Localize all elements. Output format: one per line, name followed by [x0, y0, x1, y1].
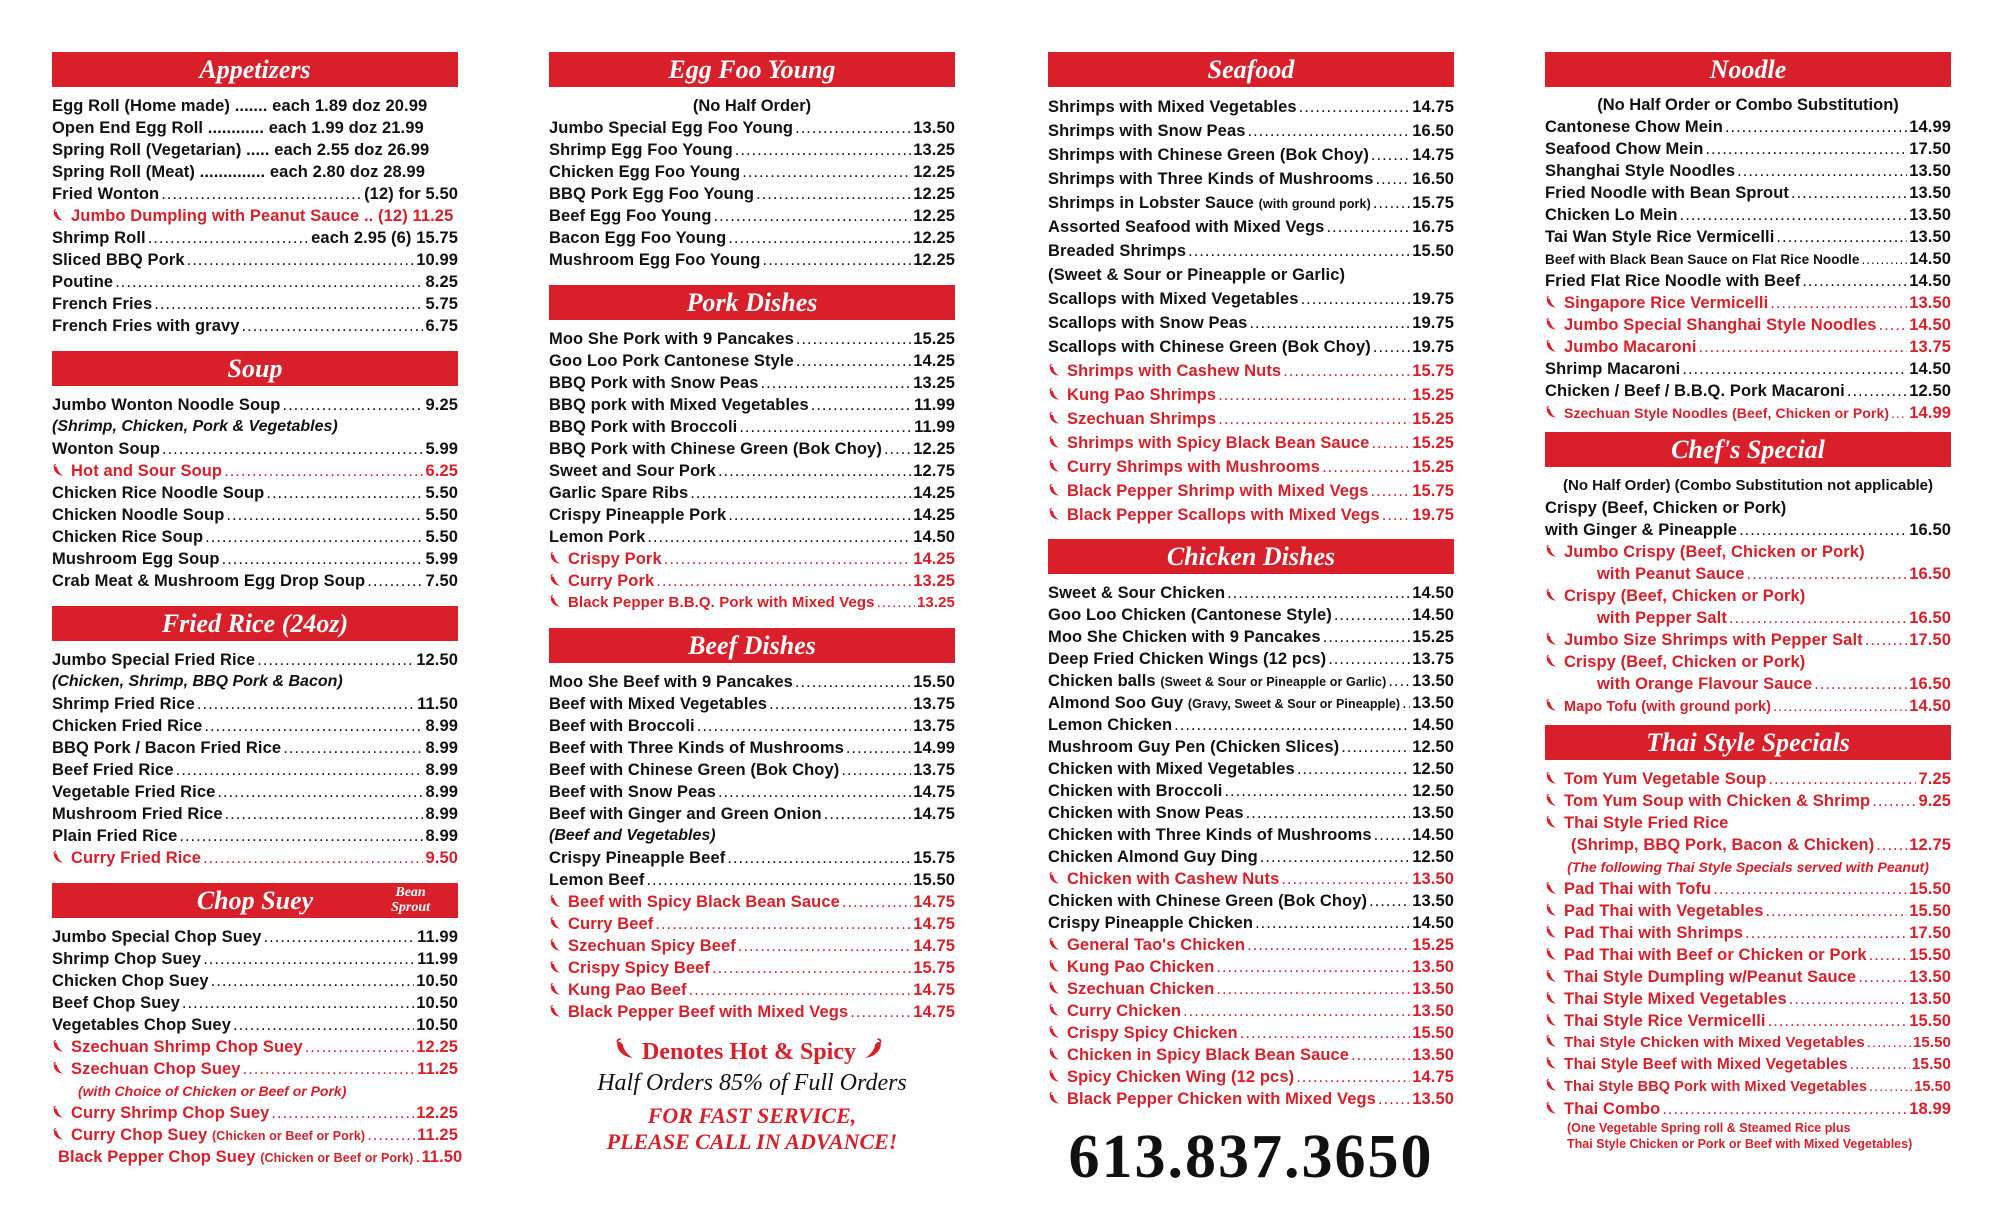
chili-pepper-icon	[1545, 970, 1558, 983]
menu-item: Goo Loo Pork Cantonese Style ..... 14.25	[549, 350, 955, 372]
menu-item-hot: Szechuan Chicken ..... 13.50	[1048, 978, 1454, 1000]
chili-pepper-icon	[52, 1128, 65, 1141]
menu-item: Bacon Egg Foo Young ..... 12.25	[549, 227, 955, 249]
menu-item-hot: Crispy (Beef, Chicken or Pork)	[1545, 651, 1951, 673]
chili-pepper-icon	[52, 209, 65, 222]
menu-item: BBQ Pork Egg Foo Young ..... 12.25	[549, 183, 955, 205]
menu-item: Mushroom Egg Foo Young ..... 12.25	[549, 249, 955, 271]
menu-item: Moo She Chicken with 9 Pancakes ..... 15.25	[1048, 626, 1454, 648]
menu-item: Sliced BBQ Pork ..... 10.99	[52, 249, 458, 271]
menu-item: Wonton Soup ..... 5.99	[52, 438, 458, 460]
soup-header: Soup	[52, 351, 458, 386]
menu-item-hot-cont: (Shrimp, BBQ Pork, Bacon & Chicken) ..... 12.75	[1545, 834, 1951, 856]
menu-item-hot: Kung Pao Beef ..... 14.75	[549, 979, 955, 1001]
menu-item-hot: Black Pepper Shrimp with Mixed Vegs ..... 15.75	[1048, 479, 1454, 503]
chili-pepper-icon	[1048, 960, 1061, 973]
seafood-header: Seafood	[1048, 52, 1454, 87]
appetizers-header: Appetizers	[52, 52, 458, 87]
chili-pepper-icon	[1545, 904, 1558, 917]
menu-item: Chicken Noodle Soup ..... 5.50	[52, 504, 458, 526]
chili-pepper-icon	[1545, 1035, 1558, 1048]
menu-item: Shrimps in Lobster Sauce (with ground pork) ..... 15.75	[1048, 191, 1454, 215]
menu-item: with Ginger & Pineapple ..... 16.50	[1545, 519, 1951, 541]
column-4	[1545, 52, 1951, 1152]
chili-pepper-icon	[1048, 364, 1061, 377]
menu-item-hot: Tom Yum Vegetable Soup ..... 7.25	[1545, 768, 1951, 790]
menu-item-hot: Pad Thai with Shrimps ..... 17.50	[1545, 922, 1951, 944]
thai-peanut-note: (The following Thai Style Specials served with Peanut)	[1567, 859, 1929, 875]
column-2	[549, 52, 955, 1155]
menu-item: Vegetables Chop Suey ..... 10.50	[52, 1014, 458, 1036]
chop-suey-title: Chop Suey	[196, 886, 314, 915]
menu-item: Lemon Beef ..... 15.50	[549, 869, 955, 891]
chili-pepper-icon	[1545, 816, 1558, 829]
menu-item-hot: Kung Pao Chicken ..... 13.50	[1048, 956, 1454, 978]
menu-item-hot: Chicken with Cashew Nuts ..... 13.50	[1048, 868, 1454, 890]
chili-pepper-icon	[1048, 412, 1061, 425]
menu-item: Crispy Pineapple Chicken ..... 14.50	[1048, 912, 1454, 934]
menu-item: Breaded Shrimps ..... 15.50	[1048, 239, 1454, 263]
chef-special-header: Chef's Special	[1545, 432, 1951, 467]
chili-pepper-icon	[549, 917, 562, 930]
menu-item: Beef Chop Suey ..... 10.50	[52, 992, 458, 1014]
beef-note: (Beef and Vegetables)	[549, 827, 716, 844]
chili-pepper-icon	[1545, 992, 1558, 1005]
menu-item: Shrimp Egg Foo Young ..... 13.25	[549, 139, 955, 161]
menu-item: Beef with Mixed Vegetables ..... 13.75	[549, 693, 955, 715]
menu-item-hot: Shrimps with Cashew Nuts ..... 15.75	[1048, 359, 1454, 383]
chili-pepper-icon	[1545, 318, 1558, 331]
chili-pepper-icon	[1048, 1004, 1061, 1017]
menu-item: Chicken Lo Mein ..... 13.50	[1545, 204, 1951, 226]
menu-item: Chicken Rice Noodle Soup ..... 5.50	[52, 482, 458, 504]
chili-pepper-icon	[1048, 872, 1061, 885]
egg-foo-young-header: Egg Foo Young	[549, 52, 955, 87]
chili-pepper-icon	[1048, 460, 1061, 473]
menu-item-hot: Szechuan Shrimps ..... 15.25	[1048, 407, 1454, 431]
menu-item-hot: Chicken in Spicy Black Bean Sauce ..... 13.50	[1048, 1044, 1454, 1066]
menu-item-hot-cont: with Pepper Salt ..... 16.50	[1545, 607, 1951, 629]
menu-item-hot: Thai Combo ..... 18.99	[1545, 1098, 1951, 1120]
menu-item: Spring Roll (Vegetarian) ..... each 2.55 doz 26.99	[52, 141, 430, 159]
menu-item: Chicken balls (Sweet & Sour or Pineapple or Garlic) ..... 13.50	[1048, 670, 1454, 692]
menu-item-hot: Mapo Tofu (with ground pork) ..... 14.50	[1545, 695, 1951, 717]
menu-item: Moo She Beef with 9 Pancakes ..... 15.50	[549, 671, 955, 693]
half-orders-text: Half Orders 85% of Full Orders	[597, 1070, 907, 1096]
menu-item-hot: General Tao's Chicken ..... 15.25	[1048, 934, 1454, 956]
menu-item: Jumbo Wonton Noodle Soup ..... 9.25	[52, 394, 458, 416]
menu-item: Open End Egg Roll ............ each 1.99 doz 21.99	[52, 119, 424, 137]
menu-item: Chicken with Snow Peas ..... 13.50	[1048, 802, 1454, 824]
menu-item: Shrimps with Snow Peas ..... 16.50	[1048, 119, 1454, 143]
menu-item: Seafood Chow Mein ..... 17.50	[1545, 138, 1951, 160]
chili-pepper-icon	[1545, 589, 1558, 602]
menu-item: French Fries with gravy ..... 6.75	[52, 315, 458, 337]
menu-item: BBQ pork with Mixed Vegetables ..... 11.99	[549, 394, 955, 416]
chili-pepper-icon	[1048, 938, 1061, 951]
menu-item: Mushroom Guy Pen (Chicken Slices) ..... 12.50	[1048, 736, 1454, 758]
menu-item-hot: Curry Shrimp Chop Suey ..... 12.25	[52, 1102, 458, 1124]
chop-suey-note: (with Choice of Chicken or Beef or Pork)	[78, 1083, 347, 1099]
chili-pepper-icon	[549, 1005, 562, 1018]
menu-item: Beef with Chinese Green (Bok Choy) ..... 13.75	[549, 759, 955, 781]
chili-pepper-icon	[1545, 926, 1558, 939]
menu-item-hot: Beef with Spicy Black Bean Sauce ..... 14.75	[549, 891, 955, 913]
menu-item: Fried Noodle with Bean Sprout ..... 13.50	[1545, 182, 1951, 204]
menu-item-hot: Szechuan Spicy Beef ..... 14.75	[549, 935, 955, 957]
chili-pepper-icon	[52, 464, 65, 477]
menu-item: Garlic Spare Ribs ..... 14.25	[549, 482, 955, 504]
menu-item: Jumbo Special Chop Suey ..... 11.99	[52, 926, 458, 948]
menu-item-hot: Crispy Spicy Beef ..... 15.75	[549, 957, 955, 979]
menu-item-hot: Kung Pao Shrimps ..... 15.25	[1048, 383, 1454, 407]
menu-item: Deep Fried Chicken Wings (12 pcs) ..... 13.75	[1048, 648, 1454, 670]
menu-item: Beef with Three Kinds of Mushrooms ..... 14.99	[549, 737, 955, 759]
menu-item: Jumbo Special Fried Rice ..... 12.50	[52, 649, 458, 671]
menu-item-hot: Jumbo Size Shrimps with Pepper Salt ..... 17.50	[1545, 629, 1951, 651]
menu-item: Beef with Broccoli ..... 13.75	[549, 715, 955, 737]
menu-item-hot: Spicy Chicken Wing (12 pcs) ..... 14.75	[1048, 1066, 1454, 1088]
chili-pepper-icon	[1545, 545, 1558, 558]
menu-item-hot-cont: with Peanut Sauce ..... 16.50	[1545, 563, 1951, 585]
menu-item-hot: Thai Style Mixed Vegetables ..... 13.50	[1545, 988, 1951, 1010]
menu-item-hot: Crispy Spicy Chicken ..... 15.50	[1048, 1022, 1454, 1044]
menu-item-hot: Thai Style Chicken with Mixed Vegetables ..... 15.50	[1545, 1032, 1951, 1054]
chili-pepper-icon	[1545, 1079, 1558, 1092]
menu-item: Shrimps with Three Kinds of Mushrooms ..... 16.50	[1048, 167, 1454, 191]
menu-item: BBQ Pork with Chinese Green (Bok Choy) ..... 12.25	[549, 438, 955, 460]
menu-item: Crab Meat & Mushroom Egg Drop Soup ..... 7.50	[52, 570, 458, 592]
menu-item-hot: Thai Style Fried Rice	[1545, 812, 1951, 834]
fried-rice-header: Fried Rice (24oz)	[52, 606, 458, 641]
menu-item-hot: Curry Chop Suey (Chicken or Beef or Pork) ..... 11.25	[52, 1124, 458, 1146]
menu-item-hot: Curry Shrimps with Mushrooms ..... 15.25	[1048, 455, 1454, 479]
menu-item: Vegetable Fried Rice ..... 8.99	[52, 781, 458, 803]
menu-item: BBQ Pork / Bacon Fried Rice ..... 8.99	[52, 737, 458, 759]
menu-item: Chicken Fried Rice ..... 8.99	[52, 715, 458, 737]
menu-item: Goo Loo Chicken (Cantonese Style) ..... 14.50	[1048, 604, 1454, 626]
menu-item: Chicken Chop Suey ..... 10.50	[52, 970, 458, 992]
menu-item-hot: Thai Style BBQ Pork with Mixed Vegetables ..... 15.50	[1545, 1076, 1951, 1098]
phone-number: 613.837.3650	[1068, 1123, 1434, 1191]
chili-pepper-icon	[1545, 882, 1558, 895]
chili-pepper-icon	[1048, 436, 1061, 449]
menu-item: BBQ Pork with Snow Peas ..... 13.25	[549, 372, 955, 394]
chili-pepper-icon	[1545, 794, 1558, 807]
menu-item: Crispy (Beef, Chicken or Pork)	[1545, 499, 1787, 517]
chili-pepper-icon	[549, 895, 562, 908]
menu-item: Fried Flat Rice Noodle with Beef ..... 14.50	[1545, 270, 1951, 292]
menu-item: Beef with Snow Peas ..... 14.75	[549, 781, 955, 803]
fried-rice-note: (Chicken, Shrimp, BBQ Pork & Bacon)	[52, 673, 343, 690]
menu-item: Tai Wan Style Rice Vermicelli ..... 13.50	[1545, 226, 1951, 248]
menu-item-hot: Crispy Pork ..... 14.25	[549, 548, 955, 570]
menu-item-hot: Hot and Sour Soup ..... 6.25	[52, 460, 458, 482]
menu-item-hot: Curry Beef ..... 14.75	[549, 913, 955, 935]
menu-item: Poutine ..... 8.25	[52, 271, 458, 293]
chili-pepper-icon	[1545, 948, 1558, 961]
menu-item-hot: Black Pepper Chicken with Mixed Vegs ..... 13.50	[1048, 1088, 1454, 1110]
menu-item-hot: Thai Style Rice Vermicelli ..... 15.50	[1545, 1010, 1951, 1032]
chili-pepper-icon	[549, 961, 562, 974]
menu-item: Beef Fried Rice ..... 8.99	[52, 759, 458, 781]
menu-item: Shrimp Fried Rice ..... 11.50	[52, 693, 458, 715]
chili-pepper-icon	[1545, 655, 1558, 668]
menu-item-hot: Singapore Rice Vermicelli ..... 13.50	[1545, 292, 1951, 314]
menu-item-hot: Black Pepper B.B.Q. Pork with Mixed Vegs ..... 13.25	[549, 592, 955, 614]
menu-item: Beef with Ginger and Green Onion ..... 14.75	[549, 803, 955, 825]
pork-header: Pork Dishes	[549, 285, 955, 320]
chili-pepper-icon	[549, 983, 562, 996]
menu-item-hot: Shrimps with Spicy Black Bean Sauce ..... 15.25	[1048, 431, 1454, 455]
thai-header: Thai Style Specials	[1545, 725, 1951, 760]
chili-pepper-icon	[1048, 982, 1061, 995]
menu-item: Shrimp Roll ..... each 2.95 (6) 15.75	[52, 227, 458, 249]
menu-item: Chicken with Chinese Green (Bok Choy) ..... 13.50	[1048, 890, 1454, 912]
menu-item-hot: Curry Chicken ..... 13.50	[1048, 1000, 1454, 1022]
chili-pepper-icon	[52, 1062, 65, 1075]
column-1	[52, 52, 463, 1168]
menu-item: Mushroom Egg Soup ..... 5.99	[52, 548, 458, 570]
chili-pepper-icon	[1545, 340, 1558, 353]
menu-item: Shrimps with Mixed Vegetables ..... 14.75	[1048, 95, 1454, 119]
chili-pepper-icon	[614, 1038, 636, 1060]
menu-item-hot: Pad Thai with Beef or Chicken or Pork ..... 15.50	[1545, 944, 1951, 966]
menu-item-hot: Jumbo Dumpling with Peanut Sauce .. (12) 11.25	[52, 205, 458, 227]
noodle-sub: (No Half Order or Combo Substitution)	[1597, 96, 1899, 114]
chili-pepper-icon	[549, 939, 562, 952]
menu-item: Crispy Pineapple Beef ..... 15.75	[549, 847, 955, 869]
menu-item-hot: Black Pepper Scallops with Mixed Vegs ..... 19.75	[1048, 503, 1454, 527]
menu-item: Chicken with Three Kinds of Mushrooms ..... 14.50	[1048, 824, 1454, 846]
chili-pepper-icon	[52, 851, 65, 864]
chili-pepper-icon	[549, 574, 562, 587]
menu-item-hot: Thai Style Beef with Mixed Vegetables ..... 15.50	[1545, 1054, 1951, 1076]
chili-pepper-icon	[1048, 1092, 1061, 1105]
menu-item-hot: Szechuan Chop Suey ..... 11.25	[52, 1058, 458, 1080]
beef-header: Beef Dishes	[549, 628, 955, 663]
menu-item-hot: Pad Thai with Vegetables ..... 15.50	[1545, 900, 1951, 922]
menu-item: Sweet & Sour Chicken ..... 14.50	[1048, 582, 1454, 604]
menu-item: Lemon Pork ..... 14.50	[549, 526, 955, 548]
chili-pepper-icon	[1048, 1070, 1061, 1083]
menu-item-hot: Szechuan Shrimp Chop Suey ..... 12.25	[52, 1036, 458, 1058]
chili-pepper-icon	[1048, 484, 1061, 497]
menu-item-hot: Tom Yum Soup with Chicken & Shrimp ..... 9.25	[1545, 790, 1951, 812]
menu-item-hot: Curry Pork ..... 13.25	[549, 570, 955, 592]
menu-item: Moo She Pork with 9 Pancakes ..... 15.25	[549, 328, 955, 350]
chop-suey-header	[52, 883, 458, 918]
menu-item: Almond Soo Guy (Gravy, Sweet & Sour or Pineapple) ..... 13.50	[1048, 692, 1454, 714]
menu-item: French Fries ..... 5.75	[52, 293, 458, 315]
chili-pepper-icon	[862, 1038, 884, 1060]
chicken-header: Chicken Dishes	[1048, 539, 1454, 574]
menu-item: Jumbo Special Egg Foo Young ..... 13.50	[549, 117, 955, 139]
menu-item: Lemon Chicken ..... 14.50	[1048, 714, 1454, 736]
menu-item: Scallops with Mixed Vegetables ..... 19.75	[1048, 287, 1454, 311]
menu-item-hot: Curry Fried Rice ..... 9.50	[52, 847, 458, 869]
egg-foo-young-sub: (No Half Order)	[692, 97, 812, 115]
chili-pepper-icon	[549, 595, 562, 608]
menu-item: Sweet and Sour Pork ..... 12.75	[549, 460, 955, 482]
menu-item-hot: Jumbo Crispy (Beef, Chicken or Pork)	[1545, 541, 1951, 563]
menu-item: Shrimps with Chinese Green (Bok Choy) ..... 14.75	[1048, 143, 1454, 167]
menu-item-hot: Thai Style Dumpling w/Peanut Sauce ..... 13.50	[1545, 966, 1951, 988]
menu-item: Beef Egg Foo Young ..... 12.25	[549, 205, 955, 227]
menu-item: Shrimp Macaroni ..... 14.50	[1545, 358, 1951, 380]
menu-item-hot: Pad Thai with Tofu ..... 15.50	[1545, 878, 1951, 900]
chili-pepper-icon	[1048, 508, 1061, 521]
menu-item: Mushroom Fried Rice ..... 8.99	[52, 803, 458, 825]
chili-pepper-icon	[1545, 406, 1558, 419]
menu-item: Scallops with Chinese Green (Bok Choy) ..... 19.75	[1048, 335, 1454, 359]
chili-pepper-icon	[1048, 1048, 1061, 1061]
chili-pepper-icon	[1048, 1026, 1061, 1039]
menu-item: Shrimp Chop Suey ..... 11.99	[52, 948, 458, 970]
noodle-header: Noodle	[1545, 52, 1951, 87]
menu-item: Cantonese Chow Mein ..... 14.99	[1545, 116, 1951, 138]
chili-pepper-icon	[1545, 1102, 1558, 1115]
bean-sprout-label: Bean Sprout	[391, 885, 430, 915]
menu-item-hot: Black Pepper Beef with Mixed Vegs ..... 14.75	[549, 1001, 955, 1023]
menu-item: Assorted Seafood with Mixed Vegs ..... 16.75	[1048, 215, 1454, 239]
fast-service-text: FOR FAST SERVICE, PLEASE CALL IN ADVANCE!	[606, 1103, 898, 1154]
menu-item: Beef with Black Bean Sauce on Flat Rice Noodle ..... 14.50	[1545, 248, 1951, 270]
menu-item: Egg Roll (Home made) ....... each 1.89 doz 20.99	[52, 97, 428, 115]
chili-pepper-icon	[1545, 633, 1558, 646]
menu-item: Chicken Egg Foo Young ..... 12.25	[549, 161, 955, 183]
menu-item: BBQ Pork with Broccoli ..... 11.99	[549, 416, 955, 438]
hot-spicy-legend: Denotes Hot & Spicy	[549, 1037, 955, 1066]
menu-item-hot: Jumbo Macaroni ..... 13.75	[1545, 336, 1951, 358]
menu-item-hot-cont: with Orange Flavour Sauce ..... 16.50	[1545, 673, 1951, 695]
menu-item: Crispy Pineapple Pork ..... 14.25	[549, 504, 955, 526]
chili-pepper-icon	[1545, 1057, 1558, 1070]
chef-special-sub: (No Half Order) (Combo Substitution not applicable)	[1563, 477, 1933, 494]
chili-pepper-icon	[1545, 699, 1558, 712]
menu-item: Chicken Rice Soup ..... 5.50	[52, 526, 458, 548]
column-3	[1048, 52, 1454, 1193]
chili-pepper-icon	[1545, 772, 1558, 785]
menu-item: Shanghai Style Noodles ..... 13.50	[1545, 160, 1951, 182]
chili-pepper-icon	[1545, 296, 1558, 309]
chili-pepper-icon	[1545, 1014, 1558, 1027]
chili-pepper-icon	[52, 1106, 65, 1119]
menu-item-hot: Crispy (Beef, Chicken or Pork)	[1545, 585, 1951, 607]
menu-item: Fried Wonton ..... (12) for 5.50	[52, 183, 458, 205]
menu-item-hot: Black Pepper Chop Suey (Chicken or Beef or Pork) ..... 11.50	[52, 1146, 458, 1168]
menu-item: Spring Roll (Meat) .............. each 2.80 doz 28.99	[52, 163, 425, 181]
menu-item-hot: Szechuan Style Noodles (Beef, Chicken or Pork) ..... 14.99	[1545, 402, 1951, 424]
menu-item: Plain Fried Rice ..... 8.99	[52, 825, 458, 847]
chili-pepper-icon	[549, 552, 562, 565]
menu-item: Chicken with Mixed Vegetables ..... 12.50	[1048, 758, 1454, 780]
soup-note: (Shrimp, Chicken, Pork & Vegetables)	[52, 418, 338, 435]
chili-pepper-icon	[1048, 388, 1061, 401]
chili-pepper-icon	[52, 1040, 65, 1053]
footer-notes	[549, 1037, 955, 1155]
menu-item: Scallops with Snow Peas ..... 19.75	[1048, 311, 1454, 335]
menu-item: Chicken / Beef / B.B.Q. Pork Macaroni ..... 12.50	[1545, 380, 1951, 402]
menu-item: Chicken with Broccoli ..... 12.50	[1048, 780, 1454, 802]
menu-item-hot: Jumbo Special Shanghai Style Noodles ..... 14.50	[1545, 314, 1951, 336]
menu-item: Chicken Almond Guy Ding ..... 12.50	[1048, 846, 1454, 868]
thai-combo-note: (One Vegetable Spring roll & Steamed Rice plus	[1567, 1121, 1851, 1135]
thai-combo-note: Thai Style Chicken or Pork or Beef with Mixed Vegetables)	[1567, 1137, 1913, 1151]
seafood-note: (Sweet & Sour or Pineapple or Garlic)	[1048, 266, 1346, 284]
